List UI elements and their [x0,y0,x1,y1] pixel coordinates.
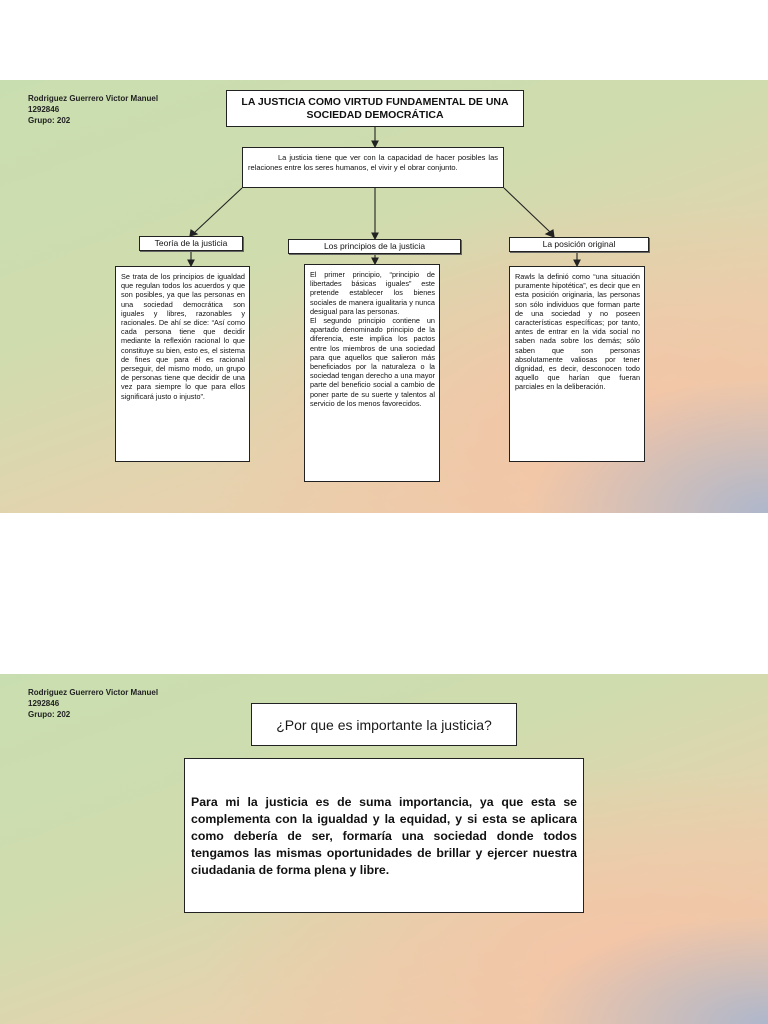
branch-paragraph: Se trata de los principios de igualdad que regulan todos los acuerdos y que son posibles, ya que las personas en una sociedad democrática son iguales y libres, razonables y racionales. De ahí se dice: “Así como cada persona tiene que decidir mediante la reflexión racional lo que constituye su bien, esto es, el sistema de fines que para él es racional perseguir, del mismo modo, un grupo de personas tiene que decidir de una vez para siempre lo que para ellos significará justo o injusto”. [121,272,245,401]
answer-box: Para mi la justicia es de suma importancia, ya que esta se complementa con la igualdad y la equidad, y si esta se aplicara como debería de ser, formaría una sociedad donde todos tengamos las mismas oportunidades de brillar y ejercer nuestra ciudadania de forma plena y libre. [184,758,584,913]
slide-question [0,674,768,1024]
author-group: Grupo: 202 [28,116,71,125]
author-group: Grupo: 202 [28,710,71,719]
intro-box: La justicia tiene que ver con la capacidad de hacer posibles las relaciones entre los seres humanos, el vivir y el obrar conjunto. [242,147,504,188]
connector-intro-left [195,188,242,232]
branch-paragraph-first: El primer principio, “principio de libertades básicas iguales” este pretende establecer los bienes sociales de manera igualitaria y nunca desigual para las personas. [310,270,435,316]
branch-label-posicion: La posición original [509,237,649,252]
arrowhead [546,230,554,237]
branch-label-teoria: Teoría de la justicia [139,236,243,251]
question-title: ¿Por que es importante la justicia? [251,703,517,746]
author-id: 1292846 [28,105,60,114]
branch-text-principios [304,264,440,482]
slide-concept-map [0,80,768,513]
author-info [28,687,158,720]
author-name: Rodriguez Guerrero Victor Manuel [28,94,159,103]
author-id: 1292846 [28,699,60,708]
branch-text-posicion [509,266,645,462]
map-title: LA JUSTICIA COMO VIRTUD FUNDAMENTAL DE UNA SOCIEDAD DEMOCRÁTICA [226,90,524,127]
branch-paragraph-second: El segundo principio contiene un apartado denominado principio de la diferencia, este implica los pactos entre los miembros de una sociedad para que aquellos que salieron más beneficiados por la naturaleza o la sociedad tengan derecho a una mayor parte del beneficio social a cambio de poner parte de su suerte y talentos al servicio de los menos favorecidos. [310,316,435,408]
connector-intro-right [504,188,550,232]
branch-text-teoria [115,266,250,462]
branch-paragraph: Rawls la definió como “una situación puramente hipotética”, es decir que en esta posición originaria, las personas son sólo individuos que forman parte de una sociedad y no poseen características específicas; por tanto, antes de entrar en la vida social no saben nada sobre los demás; sólo saben que son personas absolutamente valiosas por tener dignidad, es decir, desconocen todo aquello que harían que fueran parciales en la deliberación. [515,272,640,392]
author-name: Rodriguez Guerrero Victor Manuel [28,688,159,697]
branch-label-principios: Los principios de la justicia [288,239,461,254]
